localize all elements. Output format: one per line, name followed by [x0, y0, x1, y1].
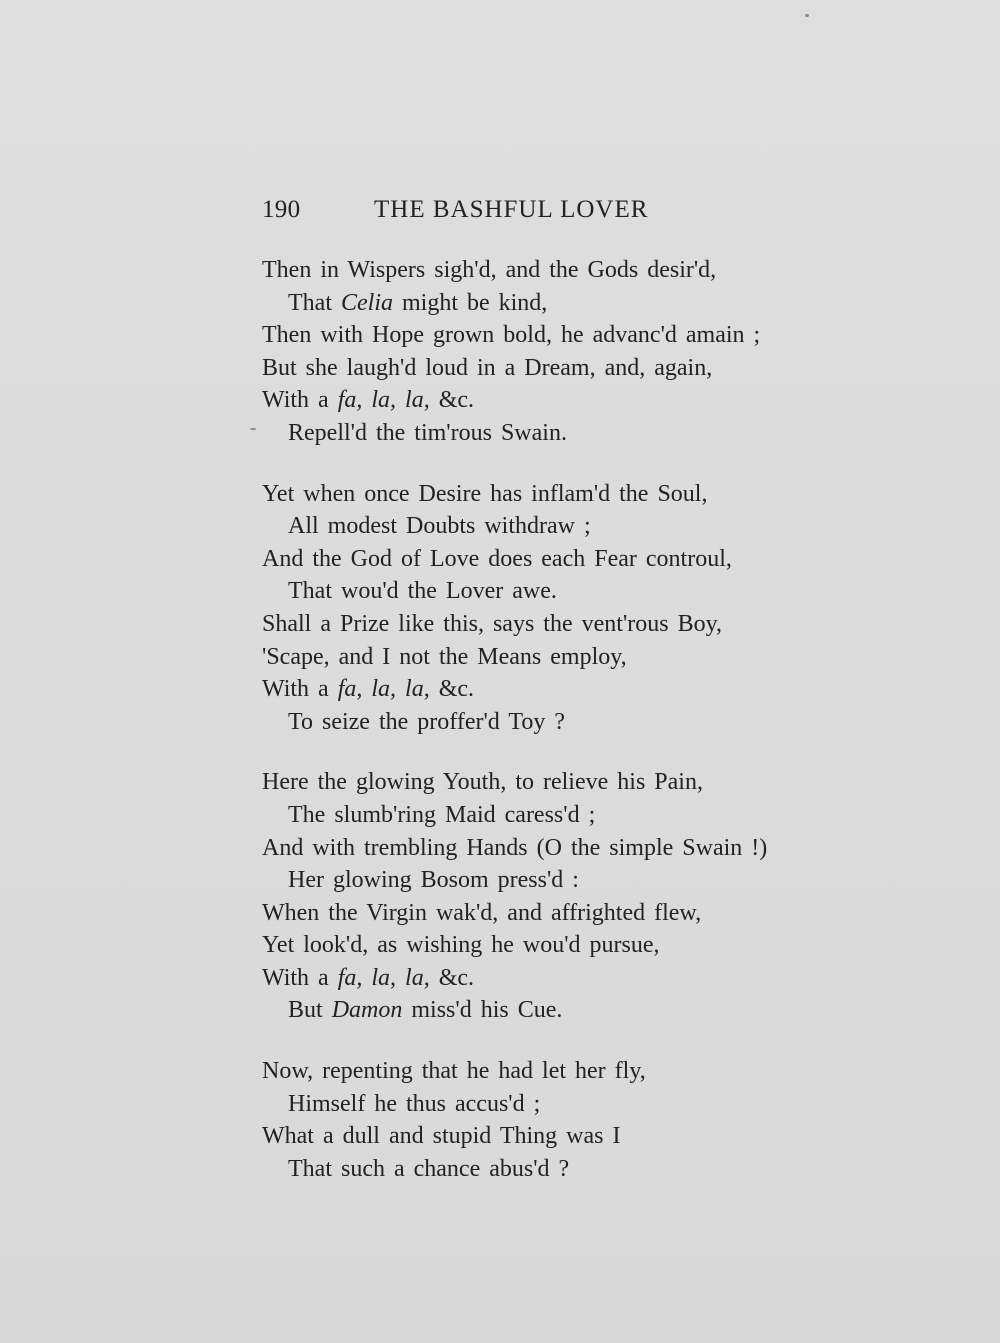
verse-line: And with trembling Hands (O the simple Swain !) [262, 834, 768, 861]
verse-line: That such a chance abus'd ? [288, 1155, 570, 1182]
stanza [262, 766, 822, 1027]
poem-body [262, 254, 822, 1213]
italic-refrain: fa, la, la, [337, 387, 430, 414]
verse-line: But Damon miss'd his Cue. [288, 997, 563, 1024]
verse-line: But she laugh'd loud in a Dream, and, again, [262, 354, 713, 381]
verse-line: Yet when once Desire has inflam'd the Soul, [262, 480, 708, 507]
page-number: 190 [262, 196, 301, 223]
italic-name: Celia [340, 289, 393, 316]
verse-line: That wou'd the Lover awe. [288, 578, 557, 605]
running-title: THE BASHFUL LOVER [374, 196, 649, 223]
verse-line: With a fa, la, la, &c. [262, 964, 475, 991]
page-header [262, 196, 802, 230]
verse-line: Yet look'd, as wishing he wou'd pursue, [262, 932, 660, 959]
verse-line: All modest Doubts withdraw ; [288, 513, 591, 540]
stanza [262, 254, 822, 450]
verse-line: Here the glowing Youth, to relieve his Pain, [262, 769, 703, 796]
verse-line: And the God of Love does each Fear controul, [262, 545, 732, 572]
paper-speck [805, 14, 809, 17]
verse-line: Repell'd the tim'rous Swain. [288, 419, 567, 446]
verse-line: 'Scape, and I not the Means employ, [262, 643, 627, 670]
verse-line: With a fa, la, la, &c. [262, 387, 475, 414]
verse-line: That Celia might be kind, [288, 289, 548, 316]
verse-line: With a fa, la, la, &c. [262, 676, 475, 703]
italic-refrain: fa, la, la, [337, 964, 430, 991]
verse-line: Then in Wispers sigh'd, and the Gods desir'd, [262, 257, 717, 283]
verse-line: What a dull and stupid Thing was I [262, 1123, 621, 1150]
verse-line: To seize the proffer'd Toy ? [288, 708, 565, 735]
verse-line: Shall a Prize like this, says the vent'rous Boy, [262, 610, 723, 637]
verse-line: Now, repenting that he had let her fly, [262, 1058, 646, 1085]
stanza [262, 1055, 822, 1185]
verse-line: When the Virgin wak'd, and affrighted flew, [262, 899, 702, 926]
verse-line: Then with Hope grown bold, he advanc'd amain ; [262, 322, 761, 349]
paper-speck [250, 428, 256, 430]
verse-line: Himself he thus accus'd ; [288, 1090, 541, 1117]
verse-line: The slumb'ring Maid caress'd ; [288, 801, 596, 828]
italic-refrain: fa, la, la, [337, 676, 430, 703]
italic-name: Damon [331, 997, 403, 1024]
stanza [262, 478, 822, 739]
verse-line: Her glowing Bosom press'd : [288, 867, 579, 894]
